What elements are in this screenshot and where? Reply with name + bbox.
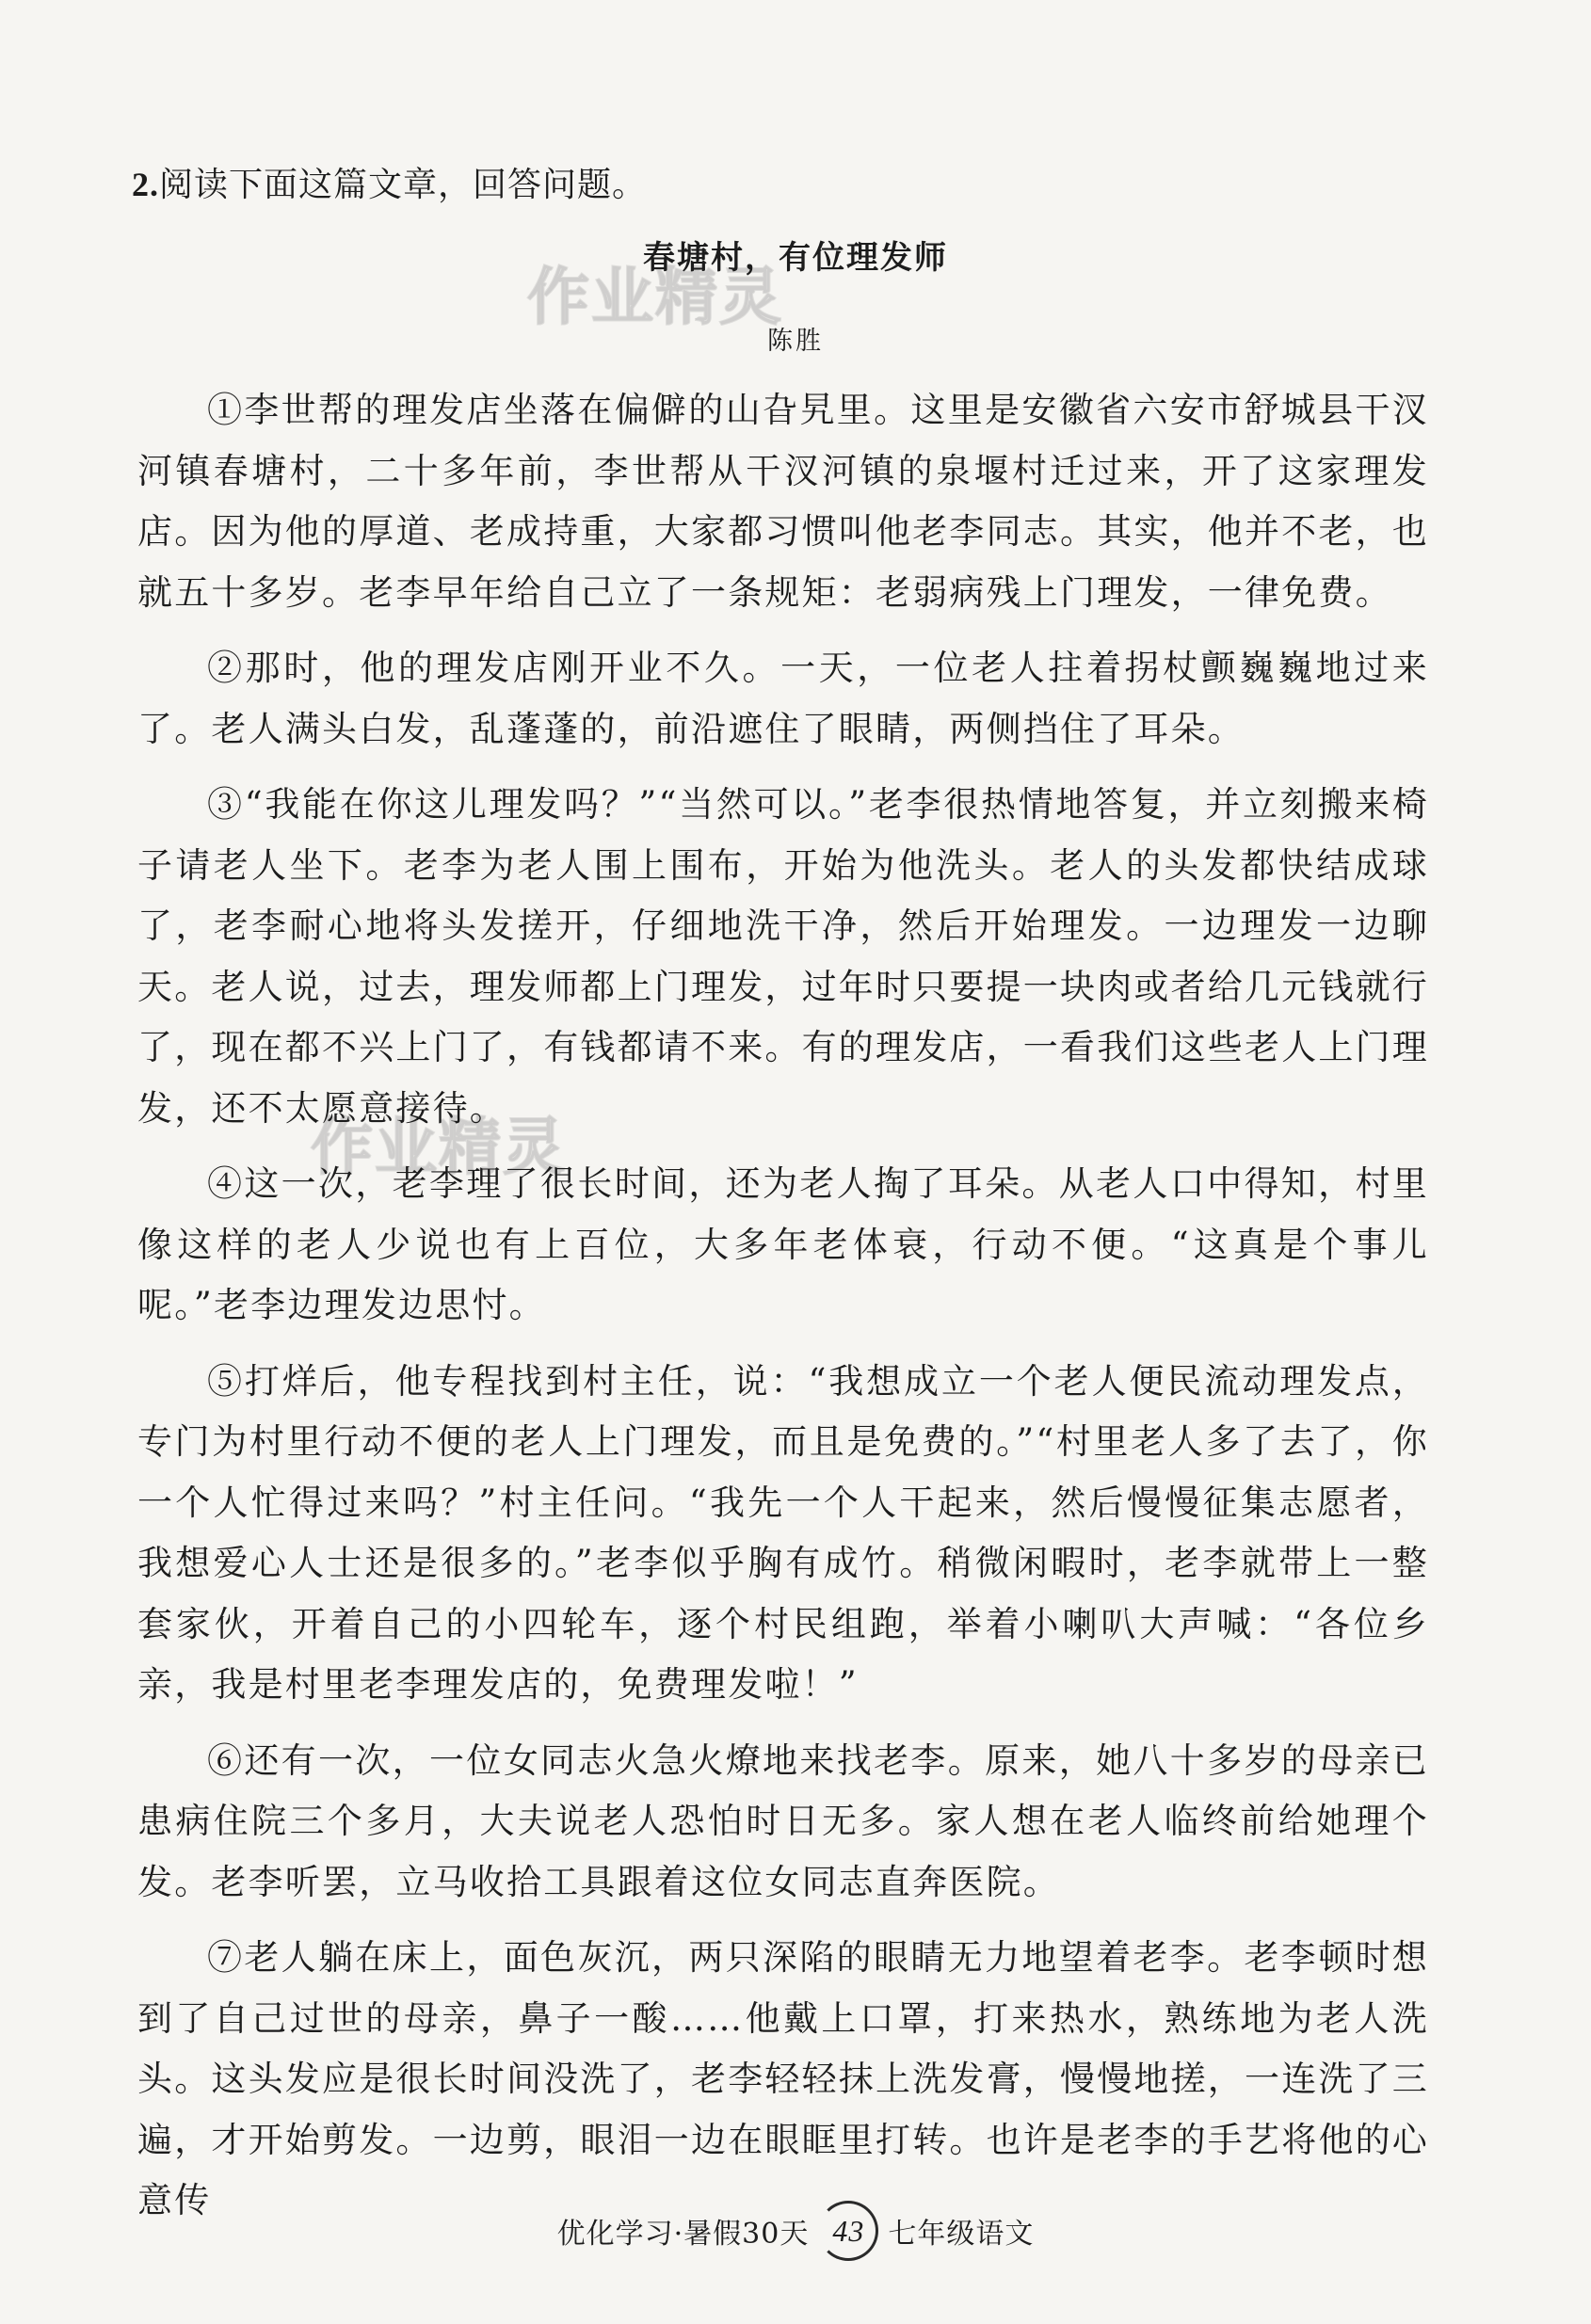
paragraph-6: ⑥还有一次，一位女同志火急火燎地来找老李。原来，她八十多岁的母亲已患病住院三个多月，大夫说老人恐怕时日无多。家人想在老人临终前给她理个发。老李听罢，立马收拾工具跟着这位女同志直奔医院。	[137, 1739, 1429, 1902]
page-number: 43	[818, 2201, 878, 2261]
paragraph-4: ④这一次，老李理了很长时间，还为老人掏了耳朵。从老人口中得知，村里像这样的老人少说也有上百位，大多年老体衰，行动不便。“这真是个事儿呢。”老李边理发边思忖。	[137, 1163, 1429, 1325]
paragraph-2: ②那时，他的理发店刚开业不久。一天，一位老人拄着拐杖颤巍巍地过来了。老人满头白发，乱蓬蓬的，前沿遮住了眼睛，两侧挡住了耳朵。	[137, 648, 1429, 749]
question-prompt: 阅读下面这篇文章，回答问题。	[159, 166, 648, 204]
paragraph-1: ①李世帮的理发店坐落在偏僻的山旮旯里。这里是安徽省六安市舒城县干汊河镇春塘村，二十多年前，李世帮从干汊河镇的泉堰村迁过来，开了这家理发店。因为他的厚道、老成持重，大家都习惯叫他老李同志。其实，他并不老，也就五十多岁。老李早年给自己立了一条规矩：老弱病残上门理发，一律免费。	[137, 390, 1429, 613]
watermark: 作业精灵	[311, 1111, 567, 1183]
paragraph-5: ⑤打烊后，他专程找到村主任，说：“我想成立一个老人便民流动理发点，专门为村里行动不便的老人上门理发，而且是免费的。”“村里老人多了去了，你一个人忙得过来吗？”村主任问。“我先一个人干起来，然后慢慢征集志愿者，我想爱心人士还是很多的。”老李似乎胸有成竹。稍微闲暇时，老李就带上一整套家伙，开着自己的小四轮车，逐个村民组跑，举着小喇叭大声喊：“各位乡亲，我是村里老李理发店的，免费理发啦！”	[137, 1360, 1429, 1705]
article-author: 陈胜	[767, 327, 824, 356]
question-heading	[132, 158, 647, 206]
paragraph-3: ③“我能在你这儿理发吗？”“当然可以。”老李很热情地答复，并立刻搬来椅子请老人坐下。老李为老人围上围布，开始为他洗头。老人的头发都快结成球了，老李耐心地将头发搓开，仔细地洗干净，然后开始理发。一边理发一边聊天。老人说，过去，理发师都上门理发，过年时只要提一块肉或者给几元钱就行了，现在都不兴上门了，有钱都请不来。有的理发店，一看我们这些老人上门理发，还不太愿意接待。	[137, 784, 1429, 1129]
question-number: 2.	[132, 166, 159, 203]
footer-book-title: 优化学习·暑假30天	[556, 2218, 810, 2251]
paragraph-7: ⑦老人躺在床上，面色灰沉，两只深陷的眼睛无力地望着老李。老李顿时想到了自己过世的母亲，鼻子一酸……他戴上口罩，打来热水，熟练地为老人洗头。这头发应是很长时间没洗了，老李轻轻抹上洗发膏，慢慢地搓，一连洗了三遍，才开始剪发。一边剪，眼泪一边在眼眶里打转。也许是老李的手艺将他的心意传	[137, 1937, 1429, 2220]
article-title: 春塘村，有位理发师	[643, 239, 948, 277]
footer-subject: 七年级语文	[888, 2218, 1035, 2251]
article-body	[137, 380, 1429, 2247]
page-footer	[0, 2201, 1591, 2261]
watermark: 作业精灵	[527, 261, 783, 333]
